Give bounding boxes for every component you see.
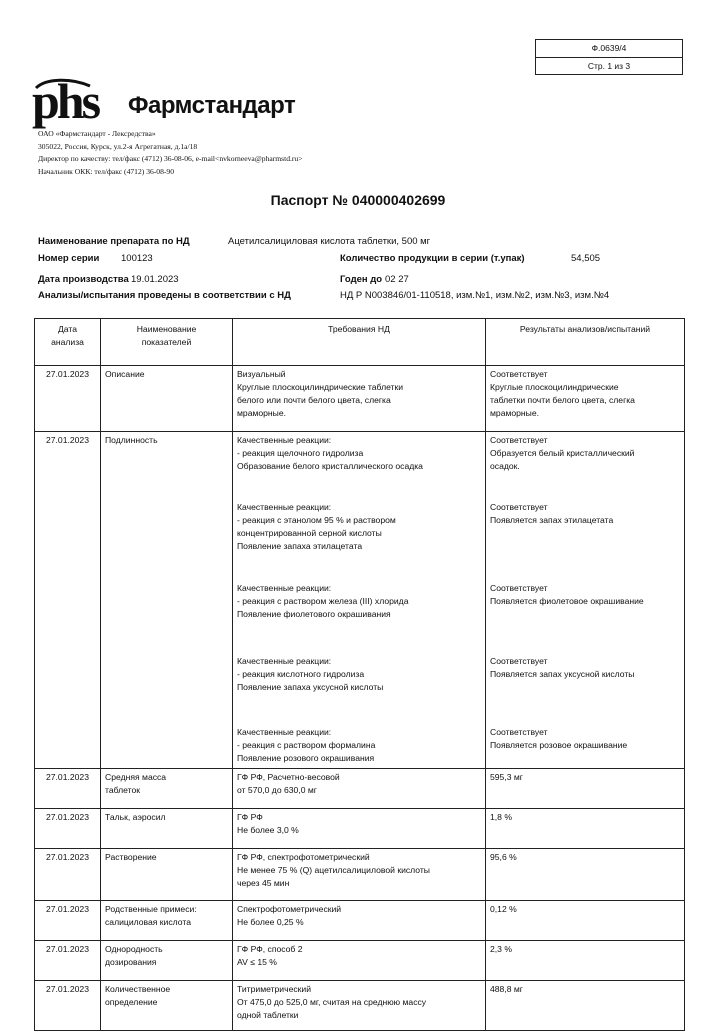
row-results	[486, 901, 685, 941]
expiry-value: 02 27	[385, 274, 409, 285]
requirement-text: ГФ РФ, спектрофотометрический Не менее 75 % (Q) ацетилсалициловой кислоты через 45 мин	[237, 852, 430, 888]
quality-director: Директор по качеству: тел/факс (4712) 36-08-06, e-mail<nvkorneeva@pharmstd.ru>	[38, 154, 303, 163]
row-indicator: Количественное определение	[101, 981, 233, 1031]
table-row	[35, 901, 685, 941]
table-row	[35, 849, 685, 901]
result-text: Соответствует Образуется белый кристаллический осадок.	[490, 435, 635, 471]
requirement-text: Качественные реакции: - реакция с этанолом 95 % и раствором концентрированной серной кислоты Появление запаха этилацетата	[237, 502, 396, 551]
header-requirements: Требования НД	[233, 319, 486, 366]
analysis-basis-value: НД Р N003846/01-110518, изм.№1, изм.№2, изм.№3, изм.№4	[340, 290, 610, 301]
row-indicator: Тальк, аэросил	[101, 809, 233, 849]
row-date: 27.01.2023	[35, 849, 101, 901]
company-address: 305022, Россия, Курск, ул.2-я Агрегатная, д.1а/18	[38, 141, 198, 151]
form-code-box	[535, 39, 683, 75]
result-text: Соответствует Появляется розовое окрашивание	[490, 727, 628, 750]
requirement-text: ГФ РФ, Расчетно-весовой от 570,0 до 630,0 мг	[237, 772, 340, 795]
requirement-text: Визуальный Круглые плоскоцилиндрические таблетки белого или почти белого цвета, слегка мраморные.	[237, 369, 404, 418]
result-text: 0,12 %	[490, 904, 517, 914]
result-text: Соответствует Появляется запах этилацетата	[490, 502, 614, 525]
series-label: Номер серии	[38, 253, 100, 264]
row-requirements	[233, 769, 486, 809]
header-indicator: Наименование показателей	[101, 319, 233, 366]
row-date: 27.01.2023	[35, 941, 101, 981]
passport-title: Паспорт № 040000402699	[270, 192, 446, 208]
row-results	[486, 769, 685, 809]
row-requirements	[233, 849, 486, 901]
company-logo	[32, 73, 296, 129]
result-text: 1,8 %	[490, 812, 512, 822]
expiry-label: Годен до	[340, 274, 383, 285]
result-text: 2,3 %	[490, 944, 512, 954]
drug-label: Наименование препарата по НД	[38, 236, 190, 247]
row-requirements	[233, 366, 486, 432]
company-info	[38, 128, 303, 178]
row-date: 27.01.2023	[35, 981, 101, 1031]
result-text: 95,6 %	[490, 852, 517, 862]
requirement-text: Качественные реакции: - реакция щелочного гидролиза Образование белого кристаллического осадка	[237, 435, 423, 471]
result-text: 595,3 мг	[490, 772, 523, 782]
requirement-text: Качественные реакции: - реакция с раствором железа (III) хлорида Появление фиолетового окрашивания	[237, 583, 409, 619]
row-results	[486, 941, 685, 981]
requirement-text: Спектрофотометрический Не более 0,25 %	[237, 904, 342, 927]
row-results	[486, 849, 685, 901]
form-code: Ф.0639/4	[536, 40, 682, 58]
result-text: Соответствует Круглые плоскоцилиндрические таблетки почти белого цвета, слегка мраморные.	[490, 369, 635, 418]
row-requirements	[233, 809, 486, 849]
result-text: Соответствует Появляется запах уксусной кислоты	[490, 656, 635, 679]
analysis-basis-label: Анализы/испытания проведены в соответствии с НД	[38, 290, 291, 301]
drug-value: Ацетилсалициловая кислота таблетки, 500 мг	[228, 236, 431, 247]
row-date: 27.01.2023	[35, 809, 101, 849]
table-row	[35, 769, 685, 809]
row-requirements	[233, 941, 486, 981]
page-counter: Стр. 1 из 3	[587, 61, 631, 71]
result-text: Соответствует Появляется фиолетовое окрашивание	[490, 583, 644, 606]
series-value: 100123	[121, 253, 153, 264]
row-results	[486, 809, 685, 849]
row-results	[486, 432, 685, 769]
table-row	[35, 981, 685, 1031]
table-header-row	[35, 319, 685, 366]
row-date: 27.01.2023	[35, 769, 101, 809]
row-requirements	[233, 901, 486, 941]
row-indicator: Однородность дозирования	[101, 941, 233, 981]
quantity-label: Количество продукции в серии (т.упак)	[340, 253, 525, 264]
logo-mark: phs	[32, 73, 99, 129]
header-date: Дата анализа	[35, 319, 101, 366]
row-indicator: Средняя масса таблеток	[101, 769, 233, 809]
row-date: 27.01.2023	[35, 901, 101, 941]
row-date: 27.01.2023	[35, 432, 101, 769]
company-name: ОАО «Фармстандарт - Лексредства»	[38, 129, 156, 138]
production-date-label: Дата производства	[38, 274, 129, 285]
table-row	[35, 366, 685, 432]
requirement-text: ГФ РФ, способ 2 AV ≤ 15 %	[237, 944, 303, 967]
requirement-text: ГФ РФ Не более 3,0 %	[237, 812, 299, 835]
table-row	[35, 941, 685, 981]
table-row	[35, 432, 685, 769]
requirement-text: Качественные реакции: - реакция кислотного гидролиза Появление запаха уксусной кислоты	[237, 656, 384, 692]
results-table	[34, 318, 685, 1031]
row-requirements	[233, 981, 486, 1031]
result-text: 488,8 мг	[490, 984, 523, 994]
quantity-value: 54,505	[571, 253, 601, 264]
row-indicator: Описание	[101, 366, 233, 432]
row-results	[486, 366, 685, 432]
qc-head: Начальник ОКК: тел/факс (4712) 36-08-90	[38, 166, 175, 176]
table-row	[35, 809, 685, 849]
row-date: 27.01.2023	[35, 366, 101, 432]
production-date-value: 19.01.2023	[131, 274, 179, 285]
row-indicator: Подлинность	[101, 432, 233, 769]
requirement-text: Качественные реакции: - реакция с раствором формалина Появление розового окрашивания	[237, 727, 376, 763]
row-indicator: Родственные примеси: салициловая кислота	[101, 901, 233, 941]
logo-swoop-icon	[32, 78, 132, 126]
row-requirements	[233, 432, 486, 769]
row-indicator: Растворение	[101, 849, 233, 901]
logo-brand: Фармстандарт	[128, 92, 296, 119]
header-results: Результаты анализов/испытаний	[486, 319, 685, 366]
row-results	[486, 981, 685, 1031]
requirement-text: Титриметрический От 475,0 до 525,0 мг, считая на среднюю массу одной таблетки	[237, 984, 427, 1020]
